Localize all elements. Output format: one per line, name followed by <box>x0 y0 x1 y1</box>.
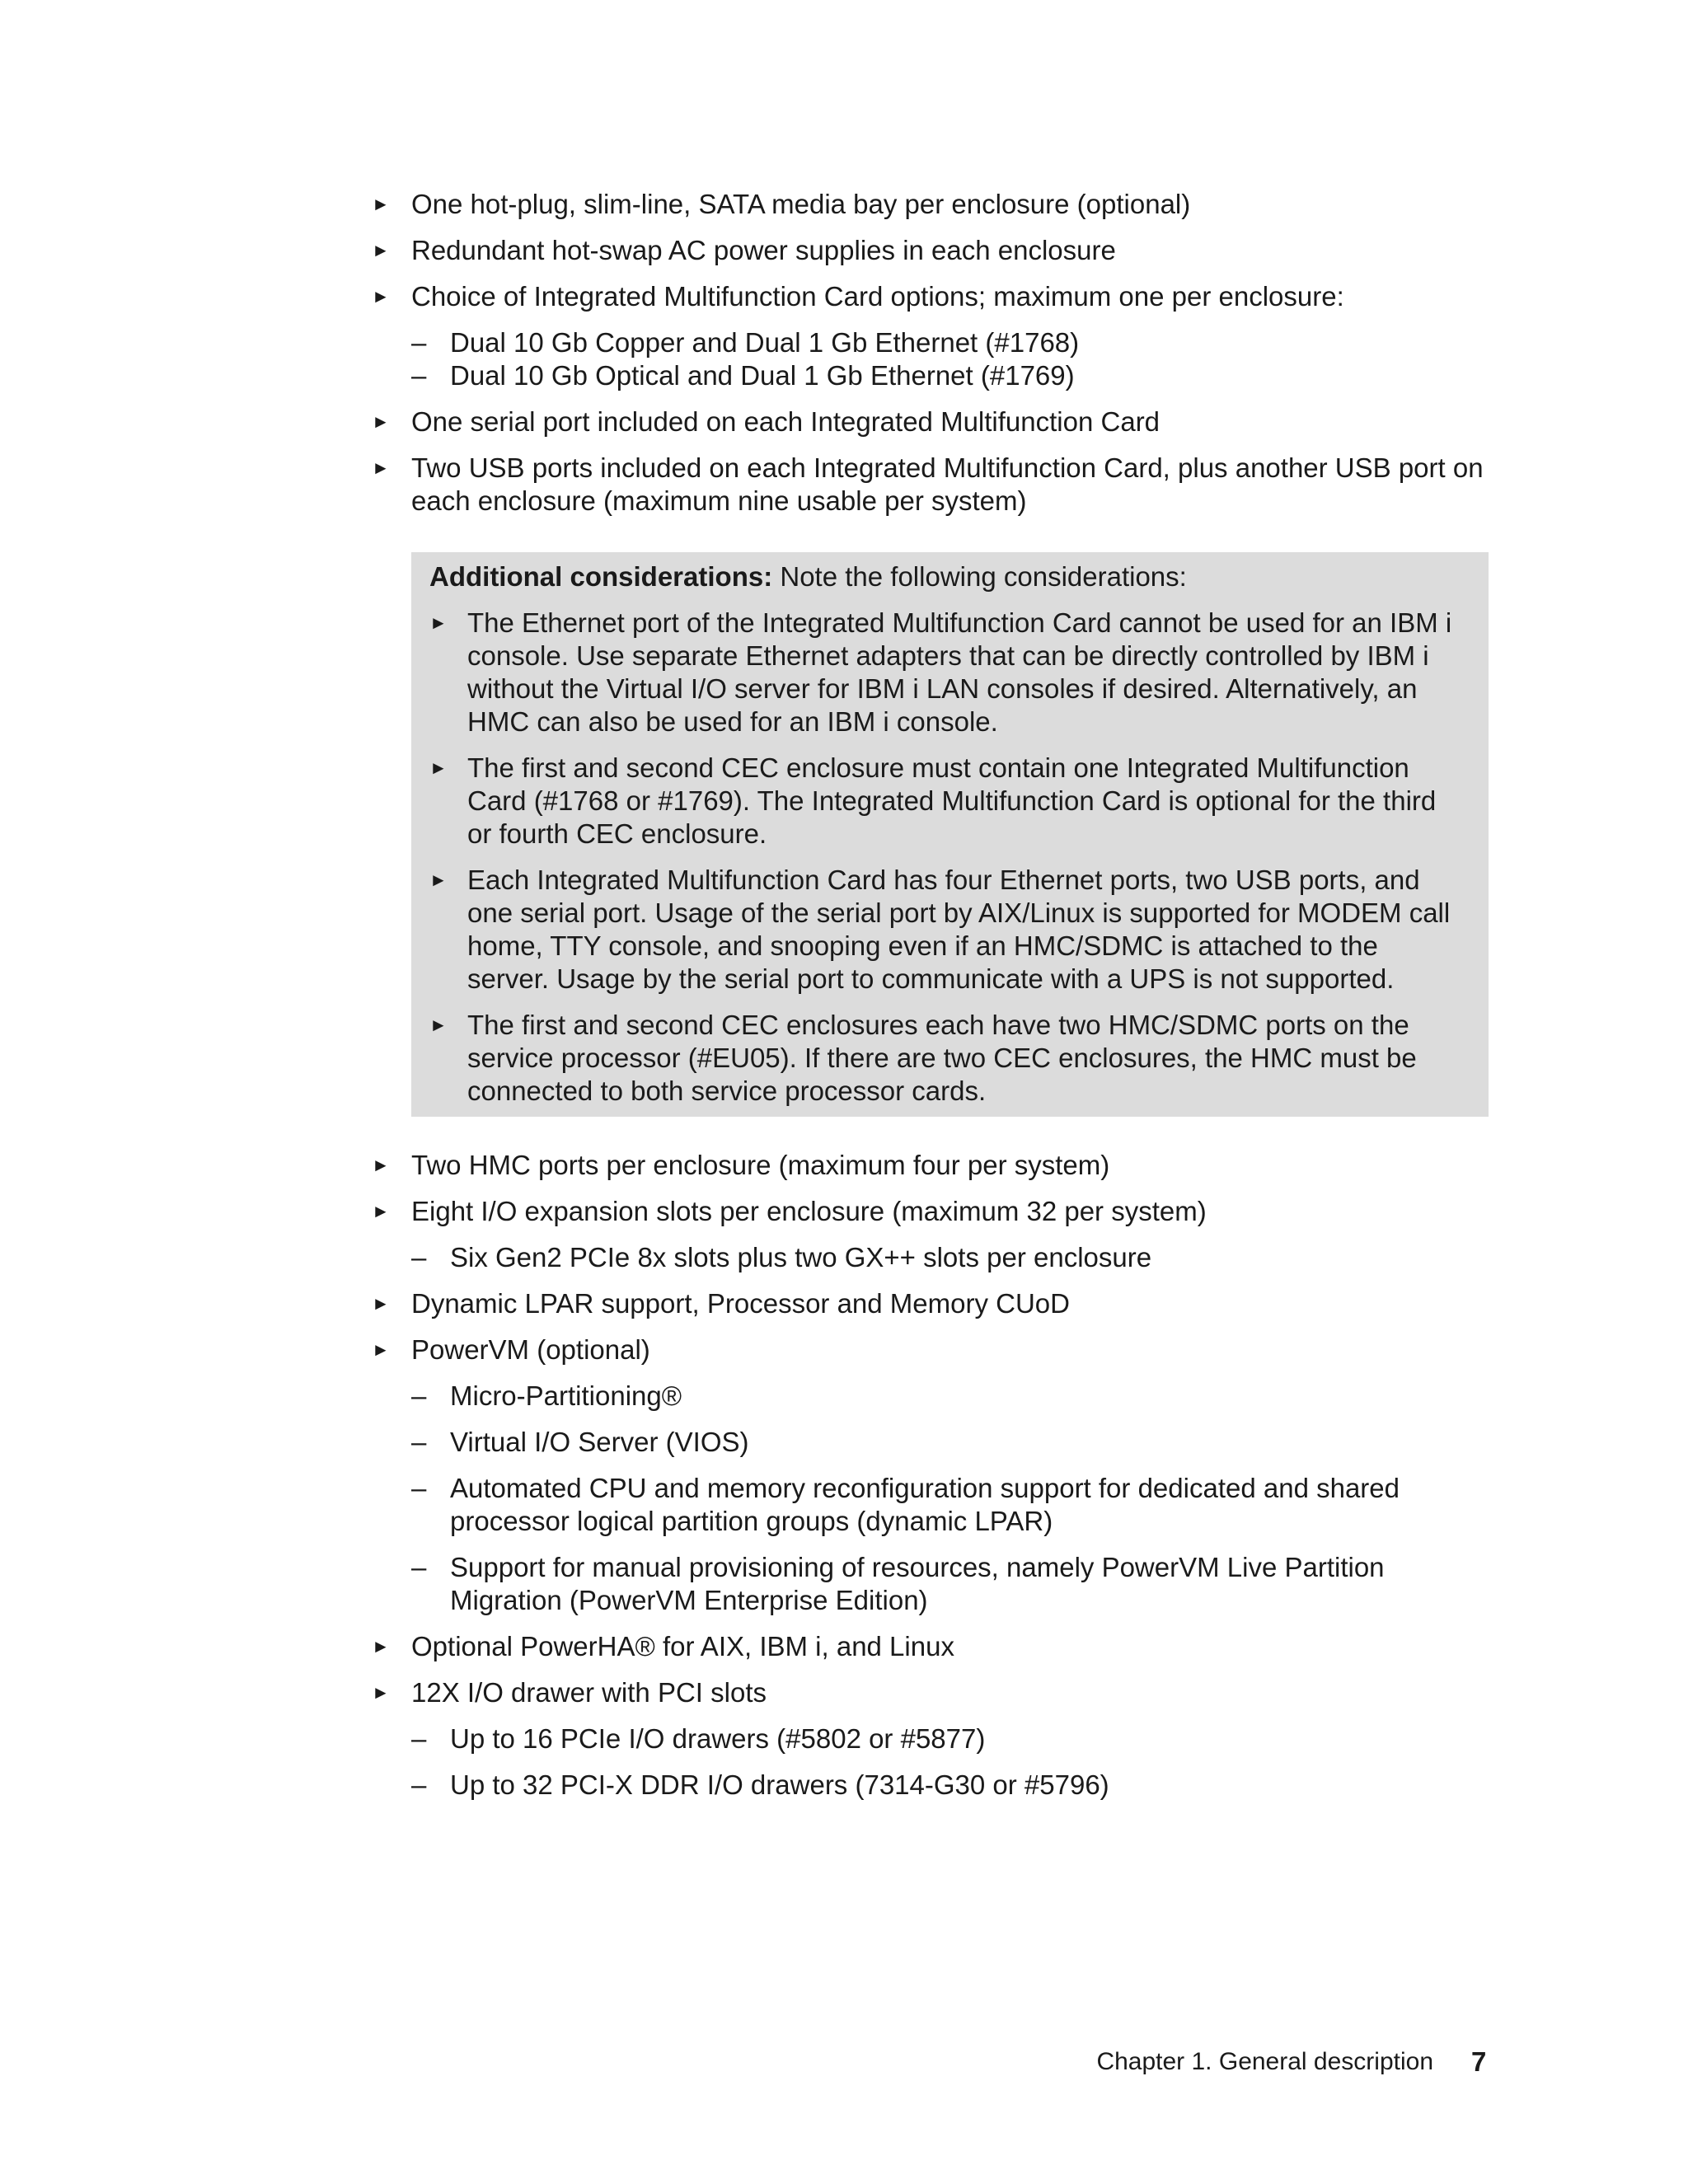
callout-item-text: Each Integrated Multifunction Card has four Ethernet ports, two USB ports, and one serial port. Usage of the serial port by AIX/Linux is supported for MODEM call home, TTY console, and snooping even if an HMC/SDMC is attached to the server. Usage by the serial port to communicate with a UPS is not supported. <box>467 865 1451 994</box>
list-item-text: One hot-plug, slim-line, SATA media bay per enclosure (optional) <box>411 189 1191 219</box>
sub-list-item-text: Support for manual provisioning of resources, namely PowerVM Live Partition Migration (PowerVM Enterprise Edition) <box>450 1552 1385 1615</box>
bullet-arrow-icon: ► <box>372 240 390 260</box>
sub-list-item <box>370 326 1489 359</box>
sub-list-item <box>370 1551 1489 1617</box>
list-item <box>370 405 1489 438</box>
list-item-text: Choice of Integrated Multifunction Card options; maximum one per enclosure: <box>411 281 1344 312</box>
dash-marker: – <box>411 1552 427 1582</box>
sub-list-item-text: Automated CPU and memory reconfiguration support for dedicated and shared processor logical partition groups (dynamic LPAR) <box>450 1473 1400 1536</box>
considerations-callout <box>411 552 1489 1117</box>
callout-heading <box>429 560 1467 593</box>
dash-marker: – <box>411 1427 427 1457</box>
bullet-arrow-icon: ► <box>429 869 448 890</box>
dash-marker: – <box>411 1769 427 1800</box>
dash-marker: – <box>411 1380 427 1411</box>
list-item <box>370 452 1489 518</box>
sub-list-item-text: Micro-Partitioning® <box>450 1380 682 1411</box>
callout-item <box>429 1009 1467 1108</box>
callout-item <box>429 752 1467 851</box>
bullet-arrow-icon: ► <box>429 612 448 633</box>
list-item-text: Two USB ports included on each Integrated Multifunction Card, plus another USB port on each enclosure (maximum nine usable per system) <box>411 452 1484 516</box>
list-item-text: 12X I/O drawer with PCI slots <box>411 1677 767 1708</box>
callout-item-text: The first and second CEC enclosure must contain one Integrated Multifunction Card (#1768 or #1769). The Integrated Multifunction Card is optional for the third or fourth CEC enclosure. <box>467 752 1437 849</box>
callout-intro: Note the following considerations: <box>772 561 1187 592</box>
bullet-arrow-icon: ► <box>372 194 390 214</box>
dash-marker: – <box>411 360 427 391</box>
bullet-arrow-icon: ► <box>429 757 448 778</box>
sub-list-item <box>370 1426 1489 1459</box>
dash-marker: – <box>411 1242 427 1272</box>
list-item <box>370 188 1489 221</box>
sub-list-item-text: Up to 16 PCIe I/O drawers (#5802 or #5877) <box>450 1723 986 1754</box>
callout-item <box>429 607 1467 738</box>
bullet-arrow-icon: ► <box>372 1682 390 1703</box>
bullet-arrow-icon: ► <box>372 1339 390 1360</box>
sub-list-item <box>370 359 1489 392</box>
sub-list-item-text: Up to 32 PCI-X DDR I/O drawers (7314-G30 or #5796) <box>450 1769 1109 1800</box>
callout-item-text: The first and second CEC enclosures each have two HMC/SDMC ports on the service processor (#EU05). If there are two CEC enclosures, the HMC must be connected to both service processor cards. <box>467 1010 1417 1106</box>
list-item-text: Optional PowerHA® for AIX, IBM i, and Linux <box>411 1631 954 1661</box>
list-item-text: Dynamic LPAR support, Processor and Memory CUoD <box>411 1288 1070 1319</box>
dash-marker: – <box>411 1473 427 1503</box>
bullet-arrow-icon: ► <box>372 411 390 432</box>
list-item <box>370 1195 1489 1228</box>
list-item <box>370 1149 1489 1182</box>
list-item <box>370 1630 1489 1663</box>
feature-list-top <box>370 188 1489 531</box>
page-number: 7 <box>1471 2046 1487 2077</box>
bullet-arrow-icon: ► <box>372 457 390 478</box>
callout-heading-label: Additional considerations: <box>429 561 773 592</box>
sub-list-item-text: Six Gen2 PCIe 8x slots plus two GX++ slots per enclosure <box>450 1242 1152 1272</box>
dash-marker: – <box>411 327 427 358</box>
list-item <box>370 234 1489 267</box>
list-item <box>370 1333 1489 1366</box>
callout-item-text: The Ethernet port of the Integrated Multifunction Card cannot be used for an IBM i console. Use separate Ethernet adapters that can be directly controlled by IBM i without the Virtual I/O server for IBM i LAN consoles if desired. Alternatively, an HMC can also be used for an IBM i console. <box>467 607 1452 737</box>
dash-marker: – <box>411 1723 427 1754</box>
sub-list-item-text: Dual 10 Gb Optical and Dual 1 Gb Ethernet (#1769) <box>450 360 1075 391</box>
bullet-arrow-icon: ► <box>372 286 390 307</box>
bullet-arrow-icon: ► <box>372 1293 390 1314</box>
list-item-text: PowerVM (optional) <box>411 1334 650 1365</box>
list-item <box>370 1287 1489 1320</box>
sub-list-item <box>370 1769 1489 1802</box>
bullet-arrow-icon: ► <box>372 1201 390 1221</box>
sub-list-item-text: Dual 10 Gb Copper and Dual 1 Gb Ethernet (#1768) <box>450 327 1080 358</box>
list-item <box>370 1676 1489 1709</box>
chapter-title: Chapter 1. General description <box>1096 2048 1433 2075</box>
sub-list-item <box>370 1472 1489 1538</box>
bullet-arrow-icon: ► <box>372 1155 390 1175</box>
list-item-text: One serial port included on each Integrated Multifunction Card <box>411 406 1160 437</box>
bullet-arrow-icon: ► <box>429 1015 448 1035</box>
sub-list-item-text: Virtual I/O Server (VIOS) <box>450 1427 749 1457</box>
list-item <box>370 280 1489 313</box>
list-item-text: Two HMC ports per enclosure (maximum four per system) <box>411 1150 1110 1180</box>
sub-list-item <box>370 1722 1489 1755</box>
list-item-text: Eight I/O expansion slots per enclosure (maximum 32 per system) <box>411 1196 1207 1226</box>
list-item-text: Redundant hot-swap AC power supplies in each enclosure <box>411 235 1116 265</box>
bullet-arrow-icon: ► <box>372 1636 390 1657</box>
sub-list-item <box>370 1380 1489 1413</box>
callout-item <box>429 864 1467 996</box>
feature-list-bottom <box>370 1149 1489 1815</box>
sub-list-item <box>370 1241 1489 1274</box>
